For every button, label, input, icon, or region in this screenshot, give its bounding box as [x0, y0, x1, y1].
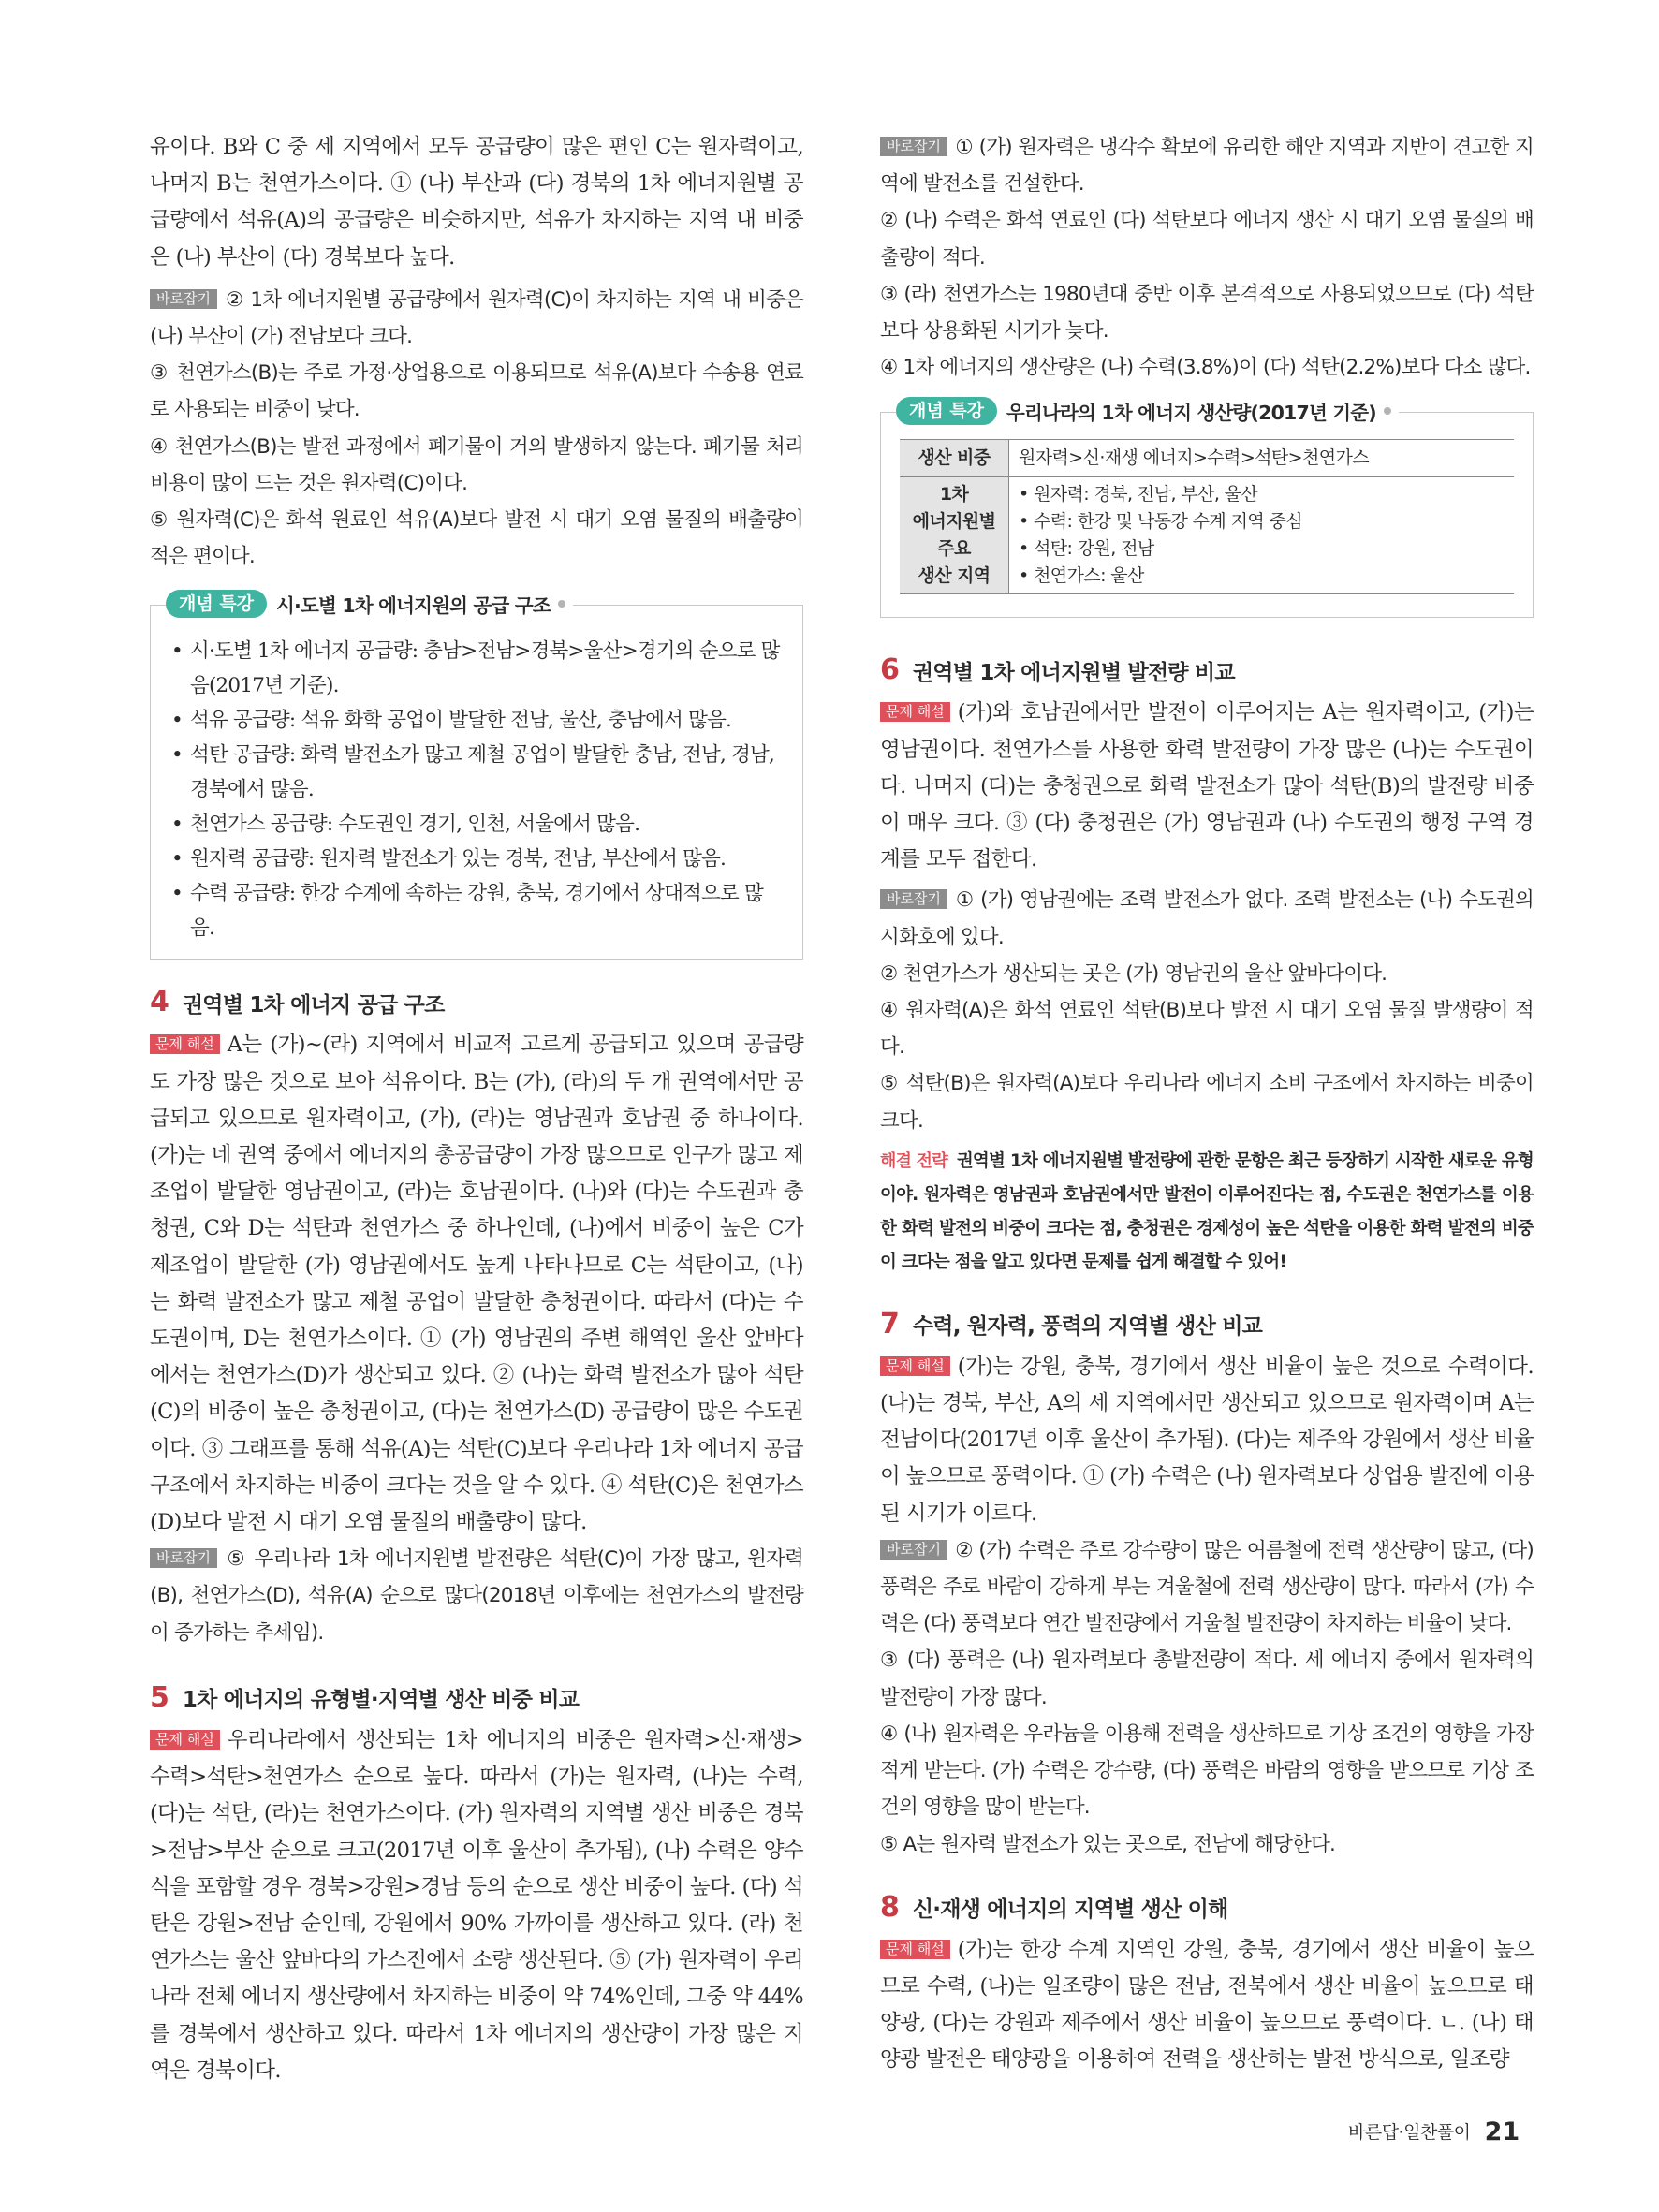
header-line: 1차 [939, 484, 969, 505]
question-title: 권역별 1차 에너지원별 발전량 비교 [912, 660, 1235, 685]
dot-icon [1384, 407, 1391, 415]
solution-tag: 문제 해설 [150, 1730, 220, 1750]
correction-item: ⑤ 우리나라 1차 에너지원별 발전량은 석탄(C)이 가장 많고, 원자력(B), 천연가스(D), 석유(A) 순으로 많다(2018년 이후에는 천연가스의 발전량이 증가하는 추세임). [150, 1547, 803, 1645]
barojapgi-tag: 바로잡기 [150, 1548, 217, 1568]
explanation-text: (가)는 강원, 충북, 경기에서 생산 비율이 높은 것으로 수력이다. (나)는 경북, 부산, A의 세 지역에서만 생산되고 있으므로 원자력이며 A는 전남이다(2017년 이후 울산이 추가됨). (다)는 제주와 강원에서 생산 비율이 높으므로 풍력이다. ① (가) 수력은 (나) 원자력보다 상업용 발전에 이용된 시기가 이르다. [880, 1354, 1534, 1526]
correction-paragraph [880, 129, 1534, 202]
strategy-body: 권역별 1차 에너지원별 발전량에 관한 문항은 최근 등장하기 시작한 새로운 유형이야. 원자력은 영남권과 호남권에서만 발전이 이루어진다는 점, 수도권은 천연가스를 이용한 화력 발전의 비중이 크다는 점, 충청권은 경제성이 높은 석탄을 이용한 화력 발전의 비중이 크다는 점을 알고 있다면 문제를 쉽게 해결할 수 있어! [880, 1150, 1534, 1272]
header-line: 주요 [937, 538, 971, 560]
concept-box-header [896, 397, 1399, 425]
explanation-paragraph [880, 695, 1534, 878]
barojapgi-tag: 바로잡기 [880, 889, 947, 909]
correction-item: ③ (다) 풍력은 (나) 원자력보다 총발전량이 적다. 세 에너지 중에서 원자력의 발전량이 가장 많다. [880, 1648, 1534, 1709]
table-cell: 원자력>신·재생 에너지>수력>석탄>천연가스 [1009, 440, 1515, 477]
question-heading [880, 652, 1534, 689]
barojapgi-tag: 바로잡기 [880, 1540, 947, 1560]
table-header-cell [900, 477, 1009, 594]
question-heading [150, 984, 803, 1021]
question-heading [880, 1889, 1534, 1926]
correction-paragraph [880, 882, 1534, 955]
solution-tag: 문제 해설 [880, 702, 950, 722]
question-title: 신·재생 에너지의 지역별 생산 이해 [912, 1897, 1228, 1923]
list-item: • 석유 공급량: 석유 화학 공업이 발달한 전남, 울산, 충남에서 많음. [169, 703, 784, 738]
table-row [900, 477, 1514, 594]
explanation-text: 우리나라에서 생산되는 1차 에너지의 비중은 원자력>신·재생>수력>석탄>천연가스 순으로 높다. 따라서 (가)는 원자력, (나)는 수력, (다)는 석탄, (라)는 천연가스이다. (가) 원자력의 지역별 생산 비중은 경북>전남>부산 순으로 크고(2017년 이후 울산이 추가됨), (나) 수력은 양수식을 포함할 경우 경북>강원>경남 등의 순으로 생산 비중이 높다. (다) 석탄은 강원>전남 순인데, 강원에서 90% 가까이를 생산하고 있다. (라) 천연가스는 울산 앞바다의 가스전에서 소량 생산된다. ⑤ (가) 원자력이 우리나라 전체 에너지 생산량에서 차지하는 비중이 약 74%인데, 그중 약 44%를 경북에서 생산하고 있다. 따라서 1차 에너지의 생산량이 가장 많은 지역은 경북이다. [150, 1727, 803, 2083]
list-item-text: 원자력: 경북, 전남, 부산, 울산 [1034, 484, 1258, 505]
explanation-text: (가)는 한강 수계 지역인 강원, 충북, 경기에서 생산 비율이 높으므로 수력, (나)는 일조량이 많은 전남, 전북에서 생산 비율이 높으므로 태양광, (다)는 강원과 제주에서 생산 비율이 높으므로 풍력이다. ㄴ. (나) 태양광 발전은 태양광을 이용하여 전력을 생산하는 발전 방식으로, 일조량 [880, 1937, 1534, 2073]
correction-item: ④ (나) 원자력은 우라늄을 이용해 전력을 생산하므로 기상 조건의 영향을 가장 적게 받는다. (가) 수력은 강수량, (다) 풍력은 바람의 영향을 받으므로 기상 조건의 영향을 많이 받는다. [880, 1721, 1534, 1820]
correction-item: ⑤ 원자력(C)은 화석 원료인 석유(A)보다 발전 시 대기 오염 물질의 배출량이 적은 편이다. [150, 508, 803, 569]
solution-tag: 문제 해설 [150, 1034, 220, 1054]
correction-item: ③ 천연가스(B)는 주로 가정·상업용으로 이용되므로 석유(A)보다 수송용 연료로 사용되는 비중이 낮다. [150, 361, 803, 422]
explanation-paragraph [150, 1722, 803, 2089]
explanation-paragraph [880, 1349, 1534, 1532]
list-item: • 수력 공급량: 한강 수계에 속하는 강원, 충북, 경기에서 상대적으로 많음. [169, 876, 784, 945]
correction-paragraph [150, 1541, 803, 1651]
correction-paragraph [150, 282, 803, 355]
correction-item: ⑤ 석탄(B)은 원자력(A)보다 우리나라 에너지 소비 구조에서 차지하는 비중이 크다. [880, 1072, 1534, 1133]
dot-icon [558, 600, 565, 608]
footer-label: 바른답·일찬풀이 [1348, 2122, 1471, 2143]
page-number: 21 [1484, 2117, 1520, 2146]
page-footer [1348, 2117, 1520, 2146]
correction-item: ④ 천연가스(B)는 발전 과정에서 폐기물이 거의 발생하지 않는다. 폐기물 처리 비용이 많이 드는 것은 원자력(C)이다. [150, 434, 803, 495]
concept-pill: 개념 특강 [896, 397, 997, 425]
question-number: 6 [880, 653, 900, 687]
question-heading [150, 1679, 803, 1717]
concept-pill: 개념 특강 [166, 590, 267, 618]
explanation-paragraph [150, 1027, 803, 1541]
list-item-text: 수력: 한강 및 낙동강 수계 지역 중심 [1034, 511, 1303, 533]
correction-item: ① (가) 원자력은 냉각수 확보에 유리한 해안 지역과 지반이 견고한 지역에 발전소를 건설한다. [880, 136, 1534, 197]
list-item: • 석탄: 강원, 전남 [1019, 538, 1154, 560]
explanation-text: A는 (가)~(라) 지역에서 비교적 고르게 공급되고 있으며 공급량도 가장 많은 것으로 보아 석유이다. B는 (가), (라)의 두 개 권역에서만 공급되고 있으므로 원자력이고, (가), (라)는 영남권과 호남권 중 하나이다. (가)는 네 권역 중에서 에너지의 총공급량이 가장 많으므로 인구가 많고 제조업이 발달한 영남권이고, (라)는 호남권이다. (나)와 (다)는 수도권과 충청권, C와 D는 석탄과 천연가스 중 하나인데, (나)에서 비중이 높은 C가 제조업이 발달한 (가) 영남권에서도 높게 나타나므로 C는 석탄이고, (나)는 화력 발전소가 많고 제철 공업이 발달한 충청권이다. 따라서 (다)는 수도권이며, D는 천연가스이다. ① (가) 영남권의 주변 해역인 울산 앞바다에서는 천연가스(D)가 생산되고 있다. ② (나)는 화력 발전소가 많아 석탄(C)의 비중이 높은 충청권이고, (다)는 천연가스(D) 공급량이 많은 수도권이다. ③ 그래프를 통해 석유(A)는 석탄(C)보다 우리나라 1차 에너지 공급 구조에서 차지하는 비중이 크다는 것을 알 수 있다. ④ 석탄(C)은 천연가스(D)보다 발전 시 대기 오염 물질의 배출량이 많다. [150, 1033, 803, 1535]
list-item: • 수력: 한강 및 낙동강 수계 지역 중심 [1019, 511, 1303, 533]
list-item: • 시·도별 1차 에너지 공급량: 충남>전남>경북>울산>경기의 순으로 많음(2017년 기준). [169, 634, 784, 703]
question-number: 7 [880, 1307, 900, 1340]
header-line: 에너지원별 [912, 511, 996, 533]
solution-tag: 문제 해설 [880, 1356, 950, 1376]
explanation-text: (가)와 호남권에서만 발전이 이루어지는 A는 원자력이고, (가)는 영남권이다. 천연가스를 사용한 화력 발전량이 가장 많은 (나)는 수도권이다. 나머지 (다)는 충청권으로 화력 발전소가 많아 석탄(B)의 발전량 비중이 매우 크다. ③ (다) 충청권은 (가) 영남권과 (나) 수도권의 행정 구역 경계를 모두 접한다. [880, 700, 1534, 872]
question-number: 5 [150, 1680, 169, 1714]
barojapgi-tag: 바로잡기 [880, 137, 947, 156]
list-item: • 원자력: 경북, 전남, 부산, 울산 [1019, 484, 1258, 505]
question-title: 수력, 원자력, 풍력의 지역별 생산 비교 [912, 1314, 1263, 1340]
table-cell [1009, 477, 1515, 594]
left-column [150, 129, 803, 2089]
concept-list [169, 634, 784, 945]
barojapgi-tag: 바로잡기 [150, 289, 217, 309]
solution-tag: 문제 해설 [880, 1940, 950, 1959]
correction-item: ② 1차 에너지원별 공급량에서 원자력(C)이 차지하는 지역 내 비중은 (나) 부산이 (가) 전남보다 크다. [150, 287, 803, 349]
concept-box [150, 593, 803, 960]
intro-paragraph: 유이다. B와 C 중 세 지역에서 모두 공급량이 많은 편인 C는 원자력이고, 나머지 B는 천연가스이다. ① (나) 부산과 (다) 경북의 1차 에너지원별 공급량에서 석유(A)의 공급량은 비슷하지만, 석유가 차지하는 지역 내 비중은 (나) 부산이 (다) 경북보다 높다. [150, 135, 803, 270]
correction-item: ③ (라) 천연가스는 1980년대 중반 이후 본격적으로 사용되었으므로 (다) 석탄보다 상용화된 시기가 늦다. [880, 282, 1534, 344]
table-row [900, 440, 1514, 477]
explanation-paragraph [880, 1932, 1534, 2079]
strategy-text [880, 1145, 1534, 1280]
question-number: 4 [150, 986, 169, 1019]
list-item: • 원자력 공급량: 원자력 발전소가 있는 경북, 전남, 부산에서 많음. [169, 842, 784, 876]
correction-item: ① (가) 영남권에는 조력 발전소가 없다. 조력 발전소는 (나) 수도권의 시화호에 있다. [880, 888, 1534, 949]
concept-title: 우리나라의 1차 에너지 생산량(2017년 기준) [1006, 402, 1376, 425]
concept-box [880, 401, 1534, 618]
solving-strategy [880, 1145, 1534, 1280]
table-header-cell: 생산 비중 [900, 440, 1009, 477]
correction-item: ② (가) 수력은 주로 강수량이 많은 여름철에 전력 생산량이 많고, (다) 풍력은 주로 바람이 강하게 부는 겨울철에 전력 생산량이 많다. 따라서 (가) 수력은 (다) 풍력보다 연간 발전량에서 겨울철 발전량이 차지하는 비율이 낮다. [880, 1538, 1534, 1636]
concept-title: 시·도별 1차 에너지원의 공급 구조 [276, 594, 551, 618]
correction-item: ④ 1차 에너지의 생산량은 (나) 수력(3.8%)이 (다) 석탄(2.2%)보다 다소 많다. [880, 356, 1531, 380]
list-item-text: 천연가스: 울산 [1034, 565, 1144, 587]
right-column [880, 129, 1534, 2079]
question-heading [880, 1306, 1534, 1343]
list-item: • 석탄 공급량: 화력 발전소가 많고 제철 공업이 발달한 충남, 전남, 경남, 경북에서 많음. [169, 738, 784, 807]
correction-item: ⑤ A는 원자력 발전소가 있는 곳으로, 전남에 해당한다. [880, 1832, 1336, 1856]
list-item-text: 석탄: 강원, 전남 [1034, 538, 1154, 560]
list-item: • 천연가스: 울산 [1019, 565, 1144, 587]
correction-item: ② (나) 수력은 화석 연료인 (다) 석탄보다 에너지 생산 시 대기 오염 물질의 배출량이 적다. [880, 209, 1534, 270]
correction-paragraph [880, 1532, 1534, 1643]
question-title: 권역별 1차 에너지 공급 구조 [182, 992, 445, 1018]
list-item: • 천연가스 공급량: 수도권인 경기, 인천, 서울에서 많음. [169, 807, 784, 842]
production-table [900, 439, 1514, 594]
correction-item: ④ 원자력(A)은 화석 연료인 석탄(B)보다 발전 시 대기 오염 물질 발생량이 적다. [880, 999, 1534, 1060]
concept-box-header [166, 590, 573, 618]
question-title: 1차 에너지의 유형별·지역별 생산 비중 비교 [182, 1688, 580, 1713]
question-number: 8 [880, 1890, 900, 1924]
header-line: 생산 지역 [918, 565, 991, 587]
correction-item: ② 천연가스가 생산되는 곳은 (가) 영남권의 울산 앞바다이다. [880, 961, 1387, 986]
strategy-label: 해결 전략 [880, 1150, 947, 1171]
